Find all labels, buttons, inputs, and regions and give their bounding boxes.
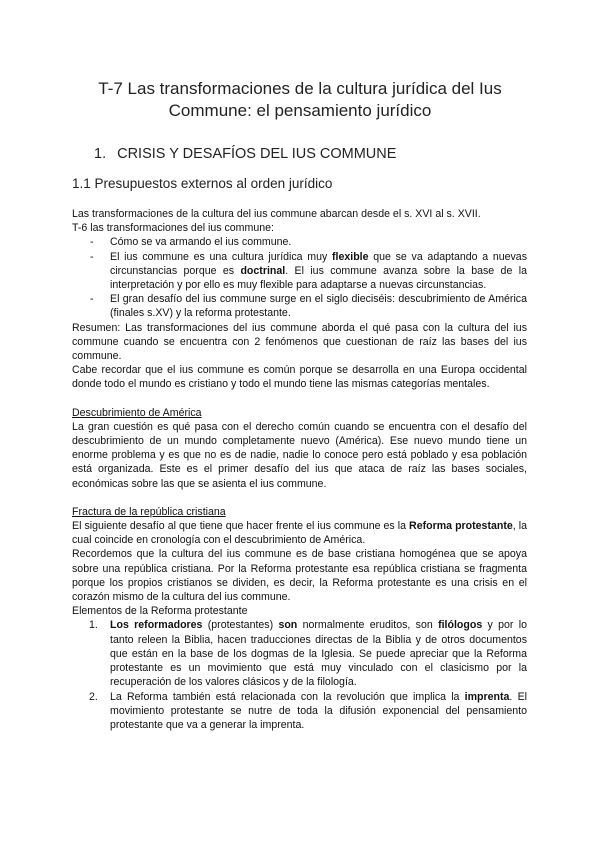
section-number: 1.: [94, 146, 107, 162]
fractura-heading: Fractura de la república cristiana: [72, 505, 226, 518]
resumen-paragraph: Resumen: Las transformaciones del ius commune aborda el qué pasa con la cultura del ius commune cuando se encuentra con 2 fenómenos que cuestionan de raíz las bases del ius commune.: [72, 321, 527, 363]
list-item: - Cómo se va armando el ius commune.: [90, 236, 292, 249]
intro-list-label: T-6 las transformaciones del ius commune:: [72, 222, 274, 235]
item-number: 1.: [89, 619, 98, 632]
america-heading: Descubrimiento de América: [72, 406, 202, 419]
dash-bullet: -: [90, 293, 94, 306]
page-title: [60, 78, 540, 122]
document-body: [72, 207, 527, 732]
cabe-paragraph: Cabe recordar que el ius commune es común porque se desarrolla en una Europa occidental donde todo el mundo es cristiano y todo el mundo tiene las mismas categorías mentales.: [72, 364, 527, 391]
section-heading-text: CRISIS Y DESAFÍOS DEL IUS COMMUNE: [117, 146, 397, 162]
list-item: - El gran desafío del ius commune surge en el siglo dieciséis: descubrimiento de América (finales s.XV) y la reforma protestante.: [90, 293, 527, 320]
numbered-item: 1. Los reformadores (protestantes) son normalmente eruditos, son filólogos y por lo tanto releen la Biblia, hacen traducciones directas de la Biblia y de otros documentos que están en la base de los dogmas de la Iglesia. Se puede apreciar que la Reforma protestante es un movimiento que está muy vinculado con el clasicismo por la recuperación de los valores clásicos y de la filología.: [89, 619, 528, 689]
numbered-item: 2. La Reforma también está relacionada con la revolución que implica la imprenta. El movimiento protestante se nutre de toda la difusión exponencial del pensamiento protestante que va a generar la imprenta.: [89, 690, 527, 731]
intro-paragraph: Las transformaciones de la cultura del ius commune abarcan desde el s. XVI al s. XVII.: [72, 208, 481, 220]
title-line-2: Commune: el pensamiento jurídico: [168, 101, 432, 120]
subsection-heading: 1.1 Presupuestos externos al orden jurídico: [72, 176, 333, 191]
elementos-heading: Elementos de la Reforma protestante: [72, 605, 248, 618]
section-heading: [94, 146, 396, 162]
fractura-paragraph-2: Recordemos que la cultura del ius commune es de base cristiana homogénea que se apoya sobre una república cristiana. Por la Reforma protestante esa república cristiana se fragmenta porque los propios cristianos se dividen, es decir, la Reforma protestante es una crisis en el corazón mismo de la cultura del ius commune.: [72, 548, 527, 604]
america-paragraph: La gran cuestión es qué pasa con el derecho común cuando se encuentra con el desafío del descubrimiento de un mundo completamente nuevo (América). Ese nuevo mundo tiene un enorme problema y es que no es de nadie, nadie lo conoce pero está poblado y esa población está organizada. Este es el primer desafío del ius que ataca de raíz las bases sociales, económicas sobre las que se asienta el ius commune.: [72, 420, 527, 490]
title-line-1: T-7 Las transformaciones de la cultura jurídica del Ius: [98, 79, 502, 98]
fractura-paragraph-1: El siguiente desafío al que tiene que hacer frente el ius commune es la Reforma protestante, la cual coincide en cronología con el descubrimiento de América.: [72, 520, 527, 547]
dash-bullet: -: [90, 250, 94, 263]
dash-bullet: -: [90, 236, 94, 249]
item-number: 2.: [89, 690, 98, 703]
list-item: - El ius commune es una cultura jurídica muy flexible que se va adaptando a nuevas circunstancias porque es doctrinal. El ius commune avanza sobre la base de la interpretación y por ello es muy flexible para adaptarse a nuevas circunstancias.: [90, 250, 527, 292]
